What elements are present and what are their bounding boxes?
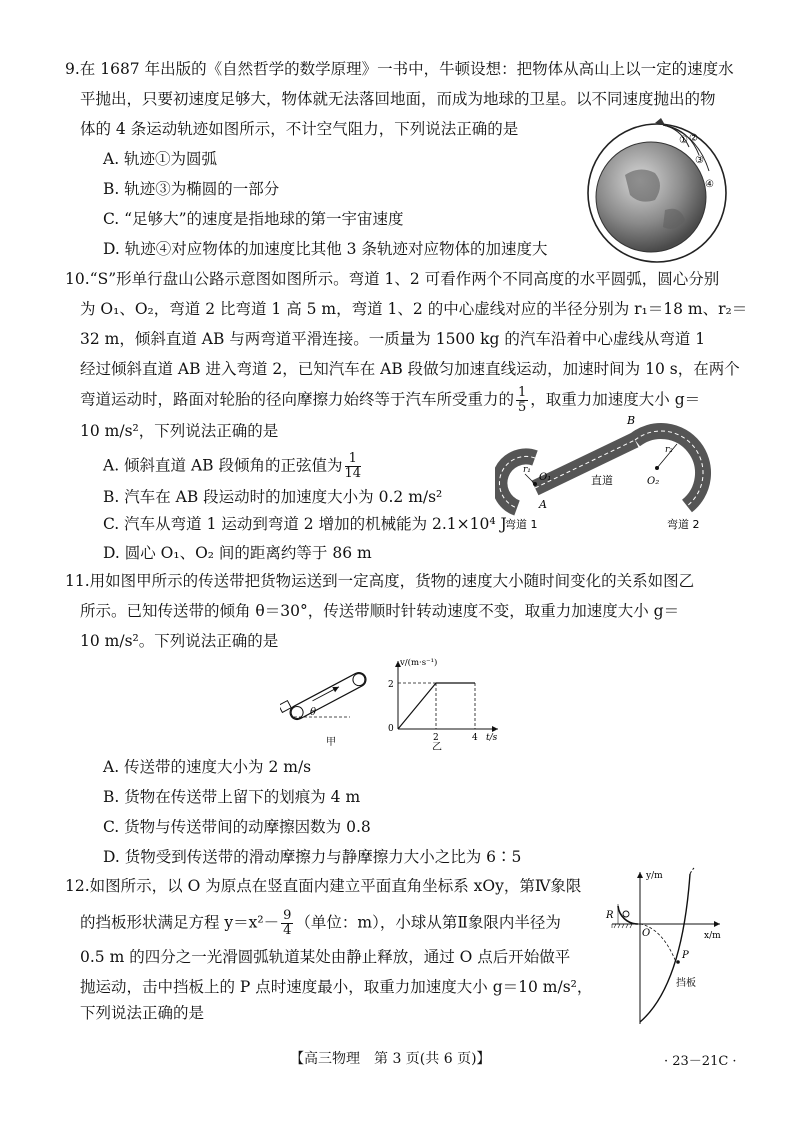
q10-line4: 经过倾斜直道 AB 进入弯道 2，已知汽车在 AB 段做匀加速直线运动，加速时间为 10 s，在两个 xyxy=(80,360,740,378)
q10-option-d: D. 圆心 O₁、O₂ 间的距离约等于 86 m xyxy=(103,544,372,562)
q11-option-c: C. 货物与传送带间的动摩擦因数为 0.8 xyxy=(103,818,371,836)
q9-stem-line3: 体的 4 条运动轨迹如图所示，不计空气阻力，下列说法正确的是 xyxy=(80,120,519,138)
q10-line2: 为 O₁、O₂，弯道 2 比弯道 1 高 5 m，弯道 1、2 的中心虚线对应的半径分别为 r₁＝18 m、r₂＝ xyxy=(80,300,748,318)
q9-earth-figure xyxy=(585,115,735,265)
y-axis-label: y/m xyxy=(646,871,663,881)
origin-o-label: O xyxy=(642,928,651,939)
board-curve xyxy=(640,874,690,1022)
q11-option-a: A. 传送带的速度大小为 2 m/s xyxy=(103,758,312,776)
q12-line3: 0.5 m 的四分之一光滑圆弧轨道某处由静止释放，通过 O 点后开始做平 xyxy=(80,948,571,966)
yi-xtick-4: 4 xyxy=(472,733,478,743)
trajectory-label-1: ① xyxy=(679,135,688,146)
q10-line5-a: 弯道运动时，路面对轮胎的径向摩擦力始终等于汽车所受重力的 xyxy=(80,390,515,409)
q9-option-d: D. 轨迹④对应物体的加速度比其他 3 条轨迹对应物体的加速度大 xyxy=(103,240,548,258)
trajectory-label-2: ② xyxy=(689,133,698,144)
x-axis-label: x/m xyxy=(704,931,721,941)
point-b-label: B xyxy=(627,414,636,427)
q10-line6: 10 m/s²，下列说法正确的是 xyxy=(80,422,279,440)
yi-ytick-2: 2 xyxy=(388,680,394,690)
center-o1-label: O₁ xyxy=(539,472,552,483)
q10-fraction-1-5: $\frac{1}{5}$ xyxy=(518,385,527,415)
q12-line5: 下列说法正确的是 xyxy=(80,1004,205,1022)
footer-page-info: 【高三物理 第 3 页(共 6 页)】 xyxy=(290,1051,491,1067)
radius-r-label: R xyxy=(606,910,614,921)
q11-option-b: B. 货物在传送带上留下的划痕为 4 m xyxy=(103,788,361,806)
trajectory-label-3: ③ xyxy=(695,155,704,166)
q11-line2: 所示。已知传送带的倾角 θ＝30°，传送带顺时针转动速度不变，取重力加速度大小 g＝ xyxy=(80,602,680,620)
point-p-label: P xyxy=(682,950,689,961)
bend-2-label: 弯道 2 xyxy=(667,518,700,531)
q10-fraction-1-14: $\frac{1}{14}$ xyxy=(344,451,362,481)
q10-line1: 10.“S”形单行盘山公路示意图如图所示。弯道 1、2 可看作两个不同高度的水平圆弧，圆心分别 xyxy=(65,270,720,288)
q9-option-a: A. 轨迹①为圆弧 xyxy=(103,150,218,168)
yi-xtick-2: 2 xyxy=(433,733,439,743)
q11-option-d: D. 货物受到传送带的滑动摩擦力与静摩擦力大小之比为 6∶5 xyxy=(103,848,522,866)
q10-option-a: A. 倾斜直道 AB 段倾角的正弦值为 $\frac{1}{14}$ xyxy=(103,451,362,481)
q12-fraction-9-4: $\frac{9}{4}$ xyxy=(283,908,292,938)
yi-origin: 0 xyxy=(388,724,394,734)
q10-option-c: C. 汽车从弯道 1 运动到弯道 2 增加的机械能为 2.1×10⁴ J xyxy=(103,515,507,533)
footer-code: · 23－21C · xyxy=(664,1054,737,1069)
trajectory-label-4: ④ xyxy=(705,179,714,190)
q10-line3: 32 m，倾斜直道 AB 与两弯道平滑连接。一质量为 1500 kg 的汽车沿着中心虚线从弯道 1 xyxy=(80,330,706,348)
point-a-label: A xyxy=(539,498,547,511)
center-o2-label: O₂ xyxy=(647,476,660,487)
q11-figure-yi-vt-graph xyxy=(380,655,510,750)
figure-yi-caption: 乙 xyxy=(432,742,442,750)
board-label: 挡板 xyxy=(676,978,696,989)
q10-option-b: B. 汽车在 AB 段运动时的加速度大小为 0.2 m/s² xyxy=(103,488,443,506)
q12-line2: 的挡板形状满足方程 y＝x²－ $\frac{9}{4}$ （单位：m），小球从第Ⅱ象限内半径为 xyxy=(80,908,561,938)
q12-line1: 12.如图所示，以 O 为原点在竖直面内建立平面直角坐标系 xOy，第Ⅳ象限 xyxy=(65,877,582,895)
figure-jia-caption: 甲 xyxy=(326,737,336,748)
q9-stem-line1: 9.在 1687 年出版的《自然哲学的数学原理》一书中，牛顿设想：把物体从高山上以一定的速度水 xyxy=(65,60,734,78)
q11-line1: 11.用如图甲所示的传送带把货物运送到一定高度，货物的速度大小随时间变化的关系如图乙 xyxy=(65,572,695,590)
q10-line5 xyxy=(80,386,700,415)
radius-r2-label: r₂ xyxy=(665,445,673,455)
bend-1-label: 弯道 1 xyxy=(505,518,538,531)
radius-r1-label: r₁ xyxy=(523,465,531,475)
theta-label: θ xyxy=(310,707,317,718)
yi-xlabel: t/s xyxy=(486,733,498,743)
straight-road-label: 直道 xyxy=(591,474,613,487)
q10-line5-b: ，取重力加速度大小 g＝ xyxy=(530,390,701,409)
q11-figure-jia xyxy=(280,665,380,750)
q11-line3: 10 m/s²。下列说法正确的是 xyxy=(80,632,279,650)
q10-s-road-figure xyxy=(495,412,740,537)
q12-line4: 抛运动，击中挡板上的 P 点时速度最小，取重力加速度大小 g＝10 m/s²， xyxy=(80,978,593,996)
yi-ylabel: v/(m·s⁻¹) xyxy=(400,658,438,668)
q9-stem-line2: 平抛出，只要初速度足够大，物体就无法落回地面，而成为地球的卫星。以不同速度抛出的物 xyxy=(80,90,716,108)
q9-option-b: B. 轨迹③为椭圆的一部分 xyxy=(103,180,280,198)
ball xyxy=(623,911,629,917)
q12-coordinate-figure xyxy=(592,866,727,1026)
vt-line-rising xyxy=(398,683,436,729)
q9-option-c: C. “足够大”的速度是指地球的第一宇宙速度 xyxy=(103,210,404,228)
